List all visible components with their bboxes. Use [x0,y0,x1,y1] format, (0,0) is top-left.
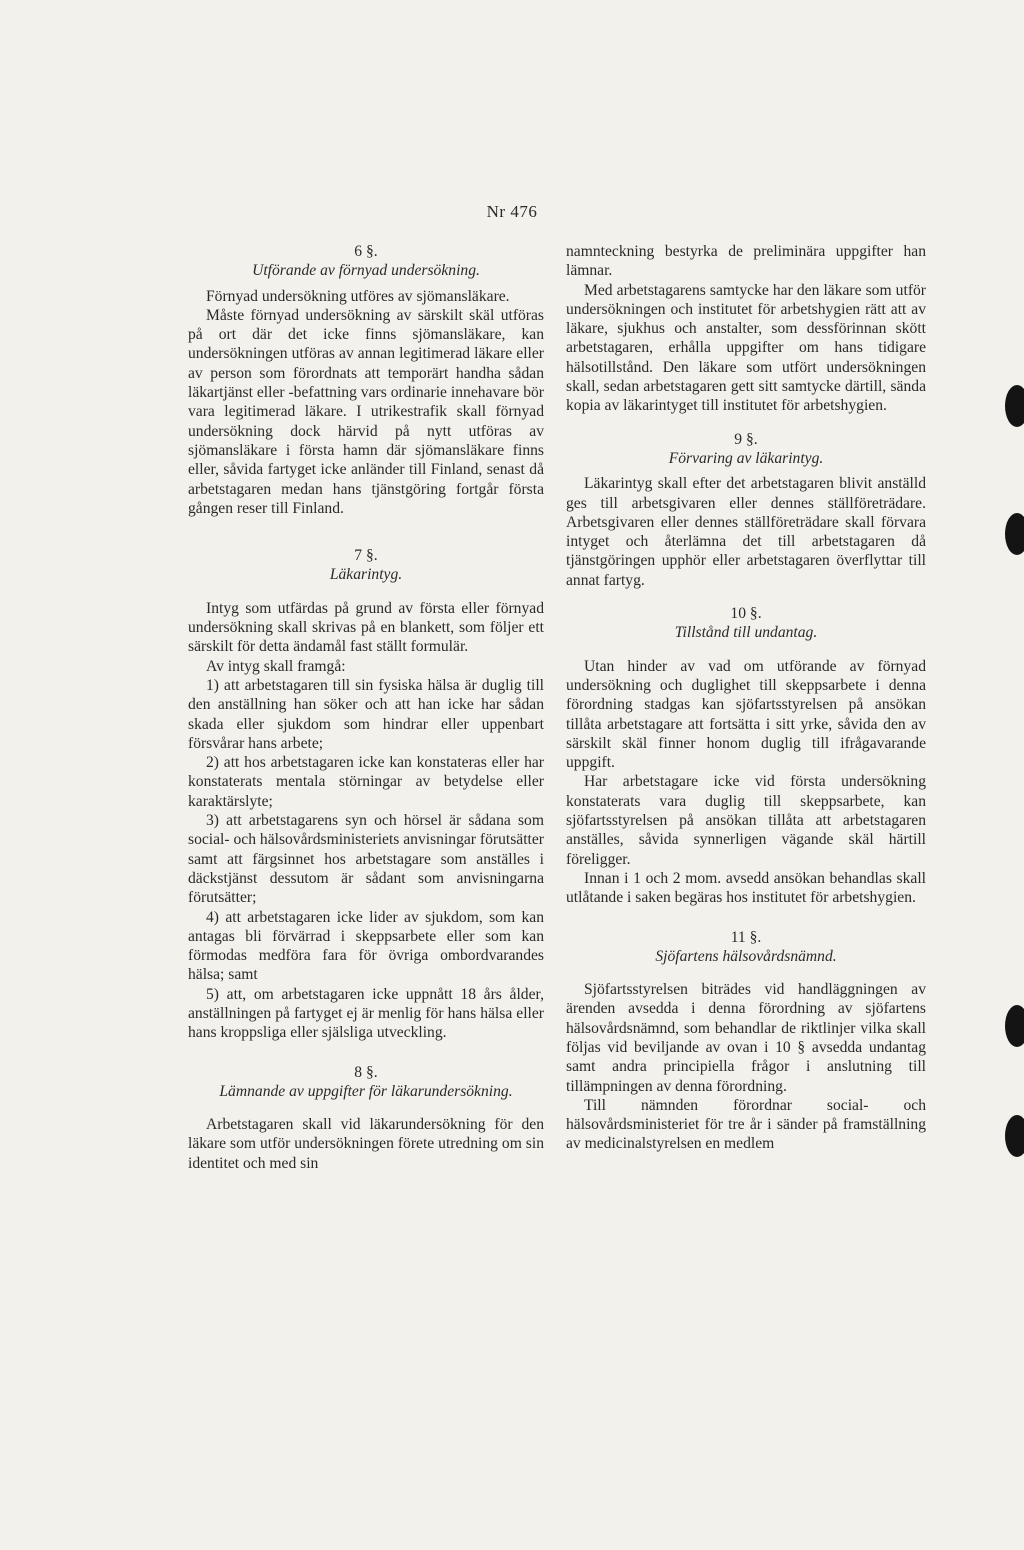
left-column [188,242,544,1173]
list-item: 2) att hos arbetstagaren icke kan konstateras eller har konstaterats mentala störningar av betydelse eller karaktärslyte; [188,754,544,810]
section-number: 11 §. [730,928,762,946]
section-title: Sjöfartens hälsovårdsnämnd. [655,947,837,965]
paragraph: Sjöfartsstyrelsen biträdes vid handläggningen av ärenden avsedda i denna förordning av sjöfartens hälsovårdsnämnd, som behandlar de riktlinjer vilka skall följas vid beviljande av ovan i 10 § avsedda undantag samt andra principiella frågor i anslutning till tillämpningen av denna förordning. [566,981,926,1095]
paragraph: Arbetstagaren skall vid läkarundersökning för den läkare som utför undersökningen förete utredning om sin identitet och med sin [188,1116,544,1172]
section-number: 9 §. [734,430,758,448]
paragraph: Utan hinder av vad om utförande av förnyad undersökning och duglighet till skeppsarbete i denna förordning stadgas kan sjöfartsstyrelsen på ansökan tillåta arbetstagare att fortsätta i sitt yrke, såvida den av särskilt skäl finner honom duglig till ifrågavarande uppgift. [566,657,926,772]
section-number: 6 §. [354,243,378,260]
section-title: Tillstånd till undantag. [674,624,818,642]
section-number: 7 §. [354,547,378,565]
section-number: 10 §. [730,605,762,623]
section-number: 8 §. [354,1063,378,1081]
right-column [566,242,926,1154]
punch-hole [1005,513,1024,555]
paragraph: Läkarintyg skall efter det arbetstagaren blivit anställd ges till arbetsgivaren eller dennes ställföreträdare. Arbetsgivaren eller dennes ställföreträdare skall förvara intyget och återlämna det till arbetstagaren då tjänstgöringen upphör eller arbetstagaren överflyttar till annat fartyg. [566,475,926,589]
punch-hole [1005,1005,1024,1047]
paragraph: Förnyad undersökning utföres av sjömansläkare. [206,287,510,305]
paragraph: Intyg som utfärdas på grund av första eller förnyad undersökning skall skrivas på en blankett, som följer ett särskilt för detta ändamål fast ställt formulär. [188,599,544,656]
paragraph: Av intyg skall framgå: [206,657,346,675]
punch-hole [1005,1115,1024,1157]
punch-hole [1005,385,1024,427]
section-title: Utförande av förnyad undersökning. [252,262,480,280]
paragraph: Har arbetstagare icke vid första undersökning konstaterats vara duglig till skeppsarbete, kan sjöfartsstyrelsen på ansökan tillåta att arbetstagaren anställes, såvida synnerligen vägande skäl härtill föreligger. [566,773,926,868]
paragraph: Med arbetstagarens samtycke har den läkare som utför undersökningen och institutet för arbetshygien rätt att av läkare, sjukhus och anstalter, som dessförinnan skött arbetstagaren, erhålla uppgifter om hans tidigare hälsotillstånd. Den läkare som utfört undersökningen skall, sedan arbetstagaren gett sitt samtycke därtill, sända kopia av läkarintyget till institutet för arbetshygien. [566,281,926,415]
section-title: Läkarintyg. [329,566,403,584]
list-item: 4) att arbetstagaren icke lider av sjukdom, som kan antagas bli förvärrad i skeppsarbete eller som kan förmodas medföra fara för övriga ombordvarandes hälsa; samt [188,908,544,984]
paragraph: namnteckning bestyrka de preliminära uppgifter han lämnar. [566,243,926,280]
section-title: Förvaring av läkarintyg. [668,449,824,467]
list-item: 3) att arbetstagarens syn och hörsel är sådana som social- och hälsovårdsministeriets anvisningar förutsätter samt att färgsinnet hos arbetstagare som anställes i däckstjänst dessutom är sådant som anvisningarna förutsätter; [188,812,544,907]
paragraph: Måste förnyad undersökning av särskilt skäl utföras på ort där det icke finns sjömansläkare, kan undersökningen utföras av annan legitimerad läkare eller av person som förordnats att temporärt handha sådan läkartjänst eller -befattning vars ordinarie innehavare bör vara legitimerad läkare. I utrikestrafik skall förnyad undersökning dock härvid på nytt utföras av sjömansläkare i första hamn där sjömansläkare finns eller, såvida fartyget icke anländer till Finland, senast då arbetstagaren medan hans tjänstgöring fortgår första gången reser till Finland. [188,306,544,517]
page-number: Nr 476 [486,202,538,221]
list-item: 5) att, om arbetstagaren icke uppnått 18 års ålder, anställningen på fartyget ej är menlig för hans hälsa eller hans kroppsliga eller själsliga utveckling. [188,985,544,1042]
list-item: 1) att arbetstagaren till sin fysiska hälsa är duglig till den anställning han söker och att han icke har sådan skada eller sjukdom som hindrar eller uppenbart försvårar hans arbete; [188,676,544,752]
section-title: Lämnande av uppgifter för läkarundersökning. [219,1082,513,1100]
paragraph: Innan i 1 och 2 mom. avsedd ansökan behandlas skall utlåtande i saken begäras hos institutet för arbetshygien. [566,869,926,907]
paragraph: Till nämnden förordnar social- och hälsovårdsministeriet för tre år i sänder på framställning av medicinalstyrelsen en medlem [566,1096,926,1153]
